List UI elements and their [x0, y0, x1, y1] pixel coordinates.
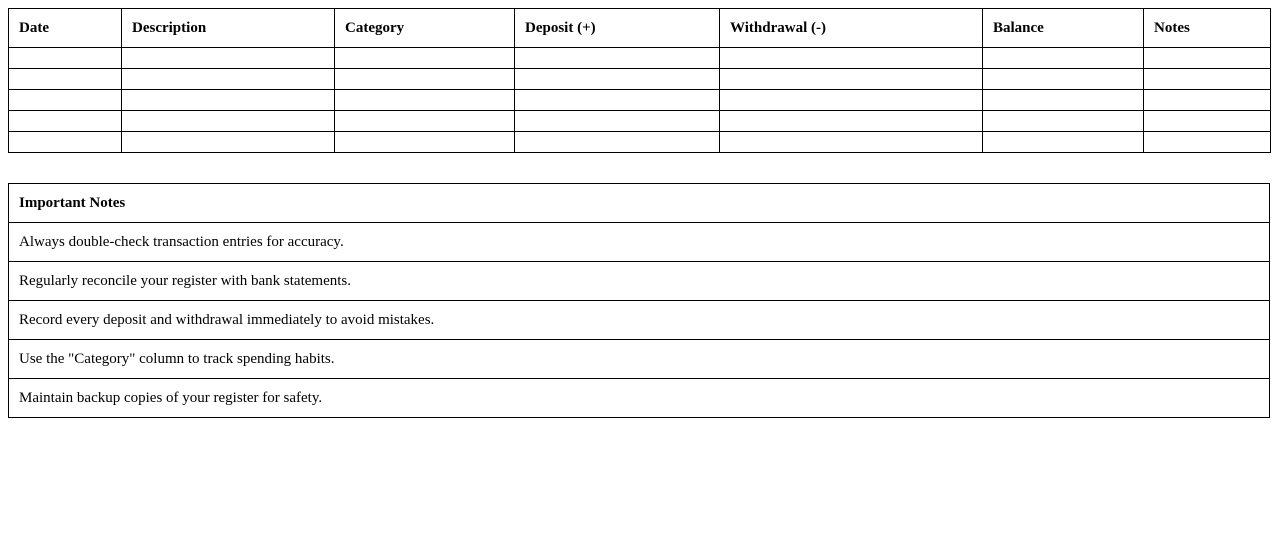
column-header-date: Date: [9, 9, 122, 48]
cell-withdrawal[interactable]: [720, 90, 983, 111]
cell-balance[interactable]: [983, 69, 1144, 90]
cell-deposit[interactable]: [515, 48, 720, 69]
important-notes-table: [8, 183, 1270, 418]
important-notes-heading: Important Notes: [9, 184, 1270, 223]
cell-category[interactable]: [335, 111, 515, 132]
cell-deposit[interactable]: [515, 90, 720, 111]
column-header-category: Category: [335, 9, 515, 48]
list-item: [9, 379, 1270, 418]
list-item: [9, 301, 1270, 340]
cell-date[interactable]: [9, 90, 122, 111]
cell-category[interactable]: [335, 132, 515, 153]
cell-deposit[interactable]: [515, 111, 720, 132]
cell-withdrawal[interactable]: [720, 111, 983, 132]
list-item: [9, 262, 1270, 301]
cell-balance[interactable]: [983, 90, 1144, 111]
table-row: [9, 69, 1271, 90]
cell-withdrawal[interactable]: [720, 132, 983, 153]
cell-notes[interactable]: [1144, 132, 1271, 153]
cell-balance[interactable]: [983, 132, 1144, 153]
column-header-notes: Notes: [1144, 9, 1271, 48]
table-row: [9, 48, 1271, 69]
cell-date[interactable]: [9, 132, 122, 153]
page: [8, 8, 1270, 418]
cell-category[interactable]: [335, 90, 515, 111]
cell-balance[interactable]: [983, 48, 1144, 69]
list-item: [9, 223, 1270, 262]
cell-category[interactable]: [335, 48, 515, 69]
cell-balance[interactable]: [983, 111, 1144, 132]
note-text: Always double-check transaction entries for accuracy.: [9, 223, 1270, 262]
cell-description[interactable]: [122, 69, 335, 90]
cell-notes[interactable]: [1144, 111, 1271, 132]
transaction-register-table: [8, 8, 1271, 153]
cell-date[interactable]: [9, 111, 122, 132]
note-text: Regularly reconcile your register with bank statements.: [9, 262, 1270, 301]
cell-deposit[interactable]: [515, 132, 720, 153]
column-header-balance: Balance: [983, 9, 1144, 48]
register-header-row: [9, 9, 1271, 48]
note-text: Maintain backup copies of your register for safety.: [9, 379, 1270, 418]
cell-deposit[interactable]: [515, 69, 720, 90]
column-header-withdrawal: Withdrawal (-): [720, 9, 983, 48]
cell-description[interactable]: [122, 132, 335, 153]
cell-notes[interactable]: [1144, 69, 1271, 90]
cell-description[interactable]: [122, 90, 335, 111]
cell-withdrawal[interactable]: [720, 48, 983, 69]
cell-notes[interactable]: [1144, 90, 1271, 111]
note-text: Use the "Category" column to track spending habits.: [9, 340, 1270, 379]
notes-header-row: [9, 184, 1270, 223]
cell-category[interactable]: [335, 69, 515, 90]
table-row: [9, 132, 1271, 153]
cell-description[interactable]: [122, 48, 335, 69]
cell-notes[interactable]: [1144, 48, 1271, 69]
cell-description[interactable]: [122, 111, 335, 132]
note-text: Record every deposit and withdrawal immediately to avoid mistakes.: [9, 301, 1270, 340]
cell-date[interactable]: [9, 69, 122, 90]
column-header-deposit: Deposit (+): [515, 9, 720, 48]
table-row: [9, 111, 1271, 132]
table-row: [9, 90, 1271, 111]
cell-withdrawal[interactable]: [720, 69, 983, 90]
list-item: [9, 340, 1270, 379]
cell-date[interactable]: [9, 48, 122, 69]
column-header-description: Description: [122, 9, 335, 48]
